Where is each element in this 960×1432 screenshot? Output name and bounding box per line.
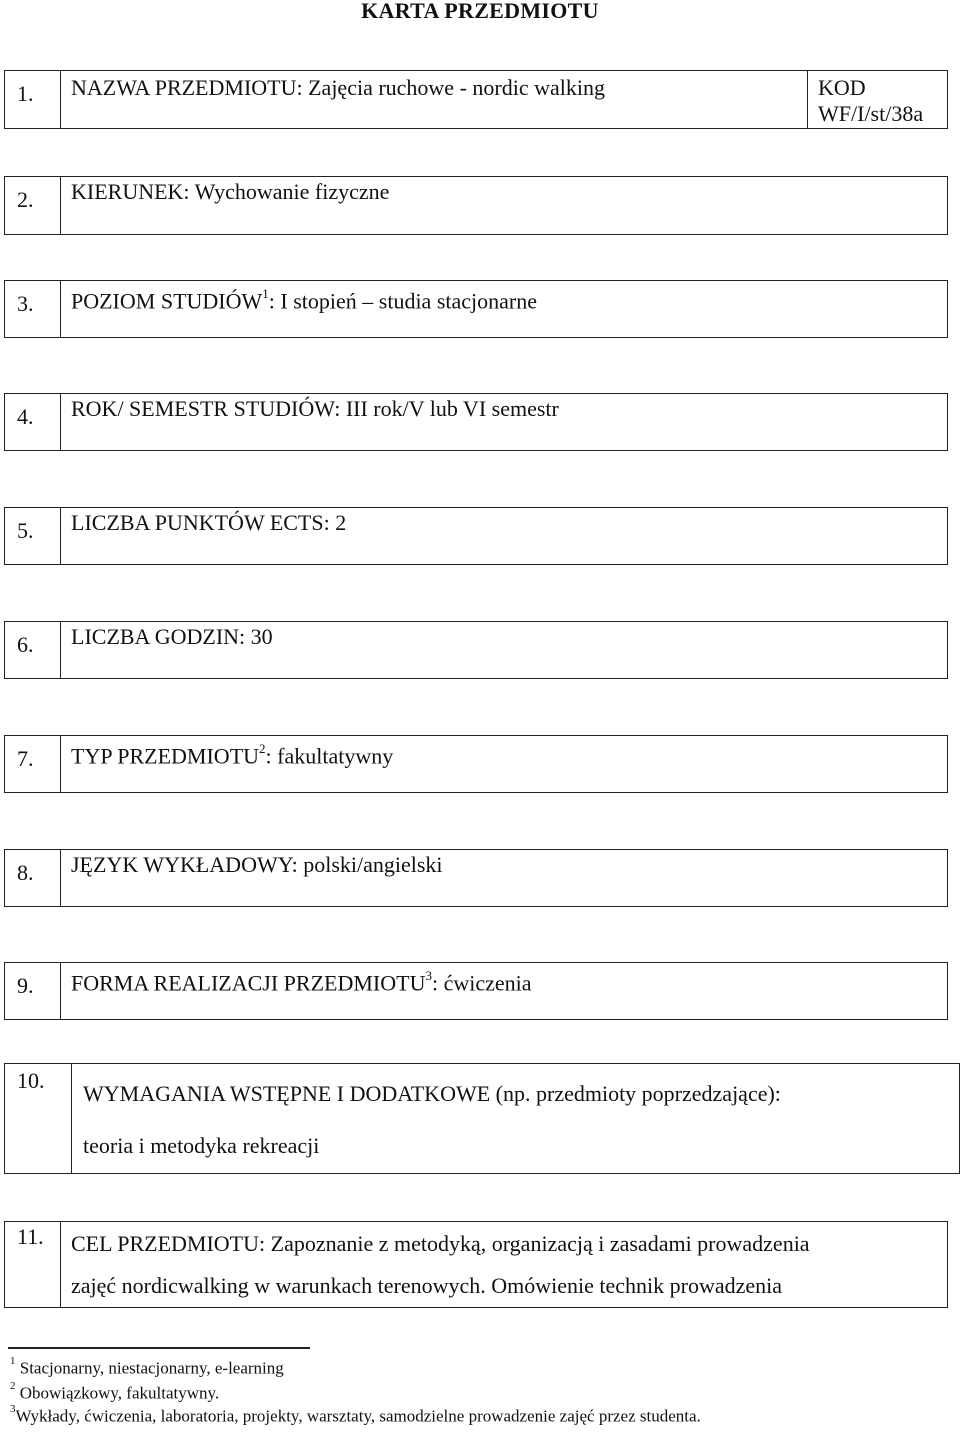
- row-course-type: [4, 735, 948, 793]
- row-number-cell: [5, 622, 61, 678]
- field-value: I stopień – studia stacjonarne: [280, 288, 537, 314]
- row-number: 5.: [17, 518, 34, 543]
- field-label: LICZBA GODZIN:: [71, 624, 246, 649]
- field-label: WYMAGANIA WSTĘPNE I DODATKOWE (np. przedmioty poprzedzające):: [83, 1081, 781, 1106]
- row-course-form: [4, 962, 948, 1020]
- footnote-ref: 2: [259, 741, 266, 756]
- row-number-cell: [5, 1222, 61, 1307]
- row-content: [71, 963, 947, 998]
- footnote-mark: 1: [10, 1355, 16, 1367]
- row-study-level: [4, 280, 948, 338]
- footnote-ref: 3: [425, 968, 432, 983]
- row-number-cell: [5, 850, 61, 906]
- field-label: CEL PRZEDMIOTU:: [71, 1231, 266, 1256]
- row-course-goal: [4, 1221, 948, 1308]
- field-value-line2: zajęć nordicwalking w warunkach terenowych. Omówienie technik prowadzenia: [71, 1273, 783, 1298]
- field-label: FORMA REALIZACJI PRZEDMIOTU: [71, 970, 426, 996]
- footnote: [10, 1403, 701, 1427]
- row-number: 9.: [17, 973, 34, 998]
- field-label: JĘZYK WYKŁADOWY:: [71, 852, 298, 877]
- field-label: LICZBA PUNKTÓW ECTS:: [71, 510, 330, 535]
- row-content: [71, 394, 947, 424]
- row-number: 8.: [17, 860, 34, 885]
- row-number: 4.: [17, 404, 34, 429]
- field-label: TYP PRZEDMIOTU: [71, 743, 260, 769]
- row-field-of-study: [4, 176, 948, 235]
- code-label: KOD: [818, 75, 866, 100]
- row-number: 1.: [17, 81, 34, 106]
- page-title: KARTA PRZEDMIOTU: [361, 0, 599, 23]
- field-label: ROK/ SEMESTR STUDIÓW:: [71, 396, 341, 421]
- footnote: [10, 1380, 220, 1404]
- field-label: POZIOM STUDIÓW: [71, 288, 263, 314]
- row-number-cell: [5, 177, 61, 234]
- row-hours: [4, 621, 948, 679]
- field-label-end: :: [431, 970, 439, 996]
- row-number-cell: [5, 1064, 72, 1173]
- row-number: 3.: [17, 291, 34, 316]
- field-label-end: :: [265, 743, 272, 769]
- row-number-cell: [5, 736, 61, 792]
- field-value: ćwiczenia: [443, 970, 532, 996]
- row-language: [4, 849, 948, 907]
- footnote-separator: [8, 1347, 310, 1349]
- code-value: WF/I/st/38a: [818, 101, 924, 126]
- field-value: III rok/V lub VI semestr: [345, 396, 559, 421]
- field-value: 30: [250, 624, 273, 649]
- field-value: Wychowanie fizyczne: [194, 179, 390, 204]
- footnote-text: Obowiązkowy, fakultatywny.: [19, 1383, 220, 1403]
- row-content: [71, 622, 947, 652]
- footnote-mark: 3: [10, 1403, 16, 1415]
- row-number-cell: [5, 394, 61, 450]
- row-course-name: [4, 70, 948, 129]
- field-value-line1: Zapoznanie z metodyką, organizacją i zasadami prowadzenia: [270, 1231, 810, 1256]
- row-number-cell: [5, 71, 61, 128]
- row-content: [71, 736, 947, 771]
- row-content: [71, 1223, 947, 1307]
- field-label: KIERUNEK:: [71, 179, 190, 204]
- field-value: polski/angielski: [303, 852, 443, 877]
- row-number: 6.: [17, 632, 34, 657]
- row-prerequisites: [4, 1063, 960, 1174]
- footnote: [10, 1355, 284, 1379]
- row-number: 10.: [17, 1068, 45, 1093]
- field-value: Zajęcia ruchowe - nordic walking: [308, 75, 605, 100]
- row-year-semester: [4, 393, 948, 451]
- footnote-mark: 2: [10, 1380, 16, 1392]
- row-content: [83, 1068, 959, 1172]
- row-number: 2.: [17, 187, 34, 212]
- field-label: NAZWA PRZEDMIOTU:: [71, 75, 303, 100]
- code-cell: [807, 71, 947, 128]
- footnote-text: Stacjonarny, niestacjonarny, e-learning: [19, 1358, 284, 1378]
- field-value: 2: [335, 510, 347, 535]
- row-content: [71, 281, 947, 316]
- footnote-ref: 1: [262, 286, 269, 301]
- row-number-cell: [5, 963, 61, 1019]
- row-content: [71, 177, 947, 207]
- row-content: [71, 850, 947, 880]
- footnote-text: Wykłady, ćwiczenia, laboratoria, projekty, warsztaty, samodzielne prowadzenie zajęć przez studenta.: [15, 1406, 701, 1426]
- row-content: [71, 508, 947, 538]
- field-value: teoria i metodyka rekreacji: [83, 1133, 320, 1158]
- row-ects-points: [4, 507, 948, 565]
- row-number: 7.: [17, 746, 34, 771]
- row-number: 11.: [17, 1224, 44, 1249]
- row-number-cell: [5, 281, 61, 337]
- field-label-end: :: [268, 288, 275, 314]
- row-number-cell: [5, 508, 61, 564]
- field-value: fakultatywny: [277, 743, 394, 769]
